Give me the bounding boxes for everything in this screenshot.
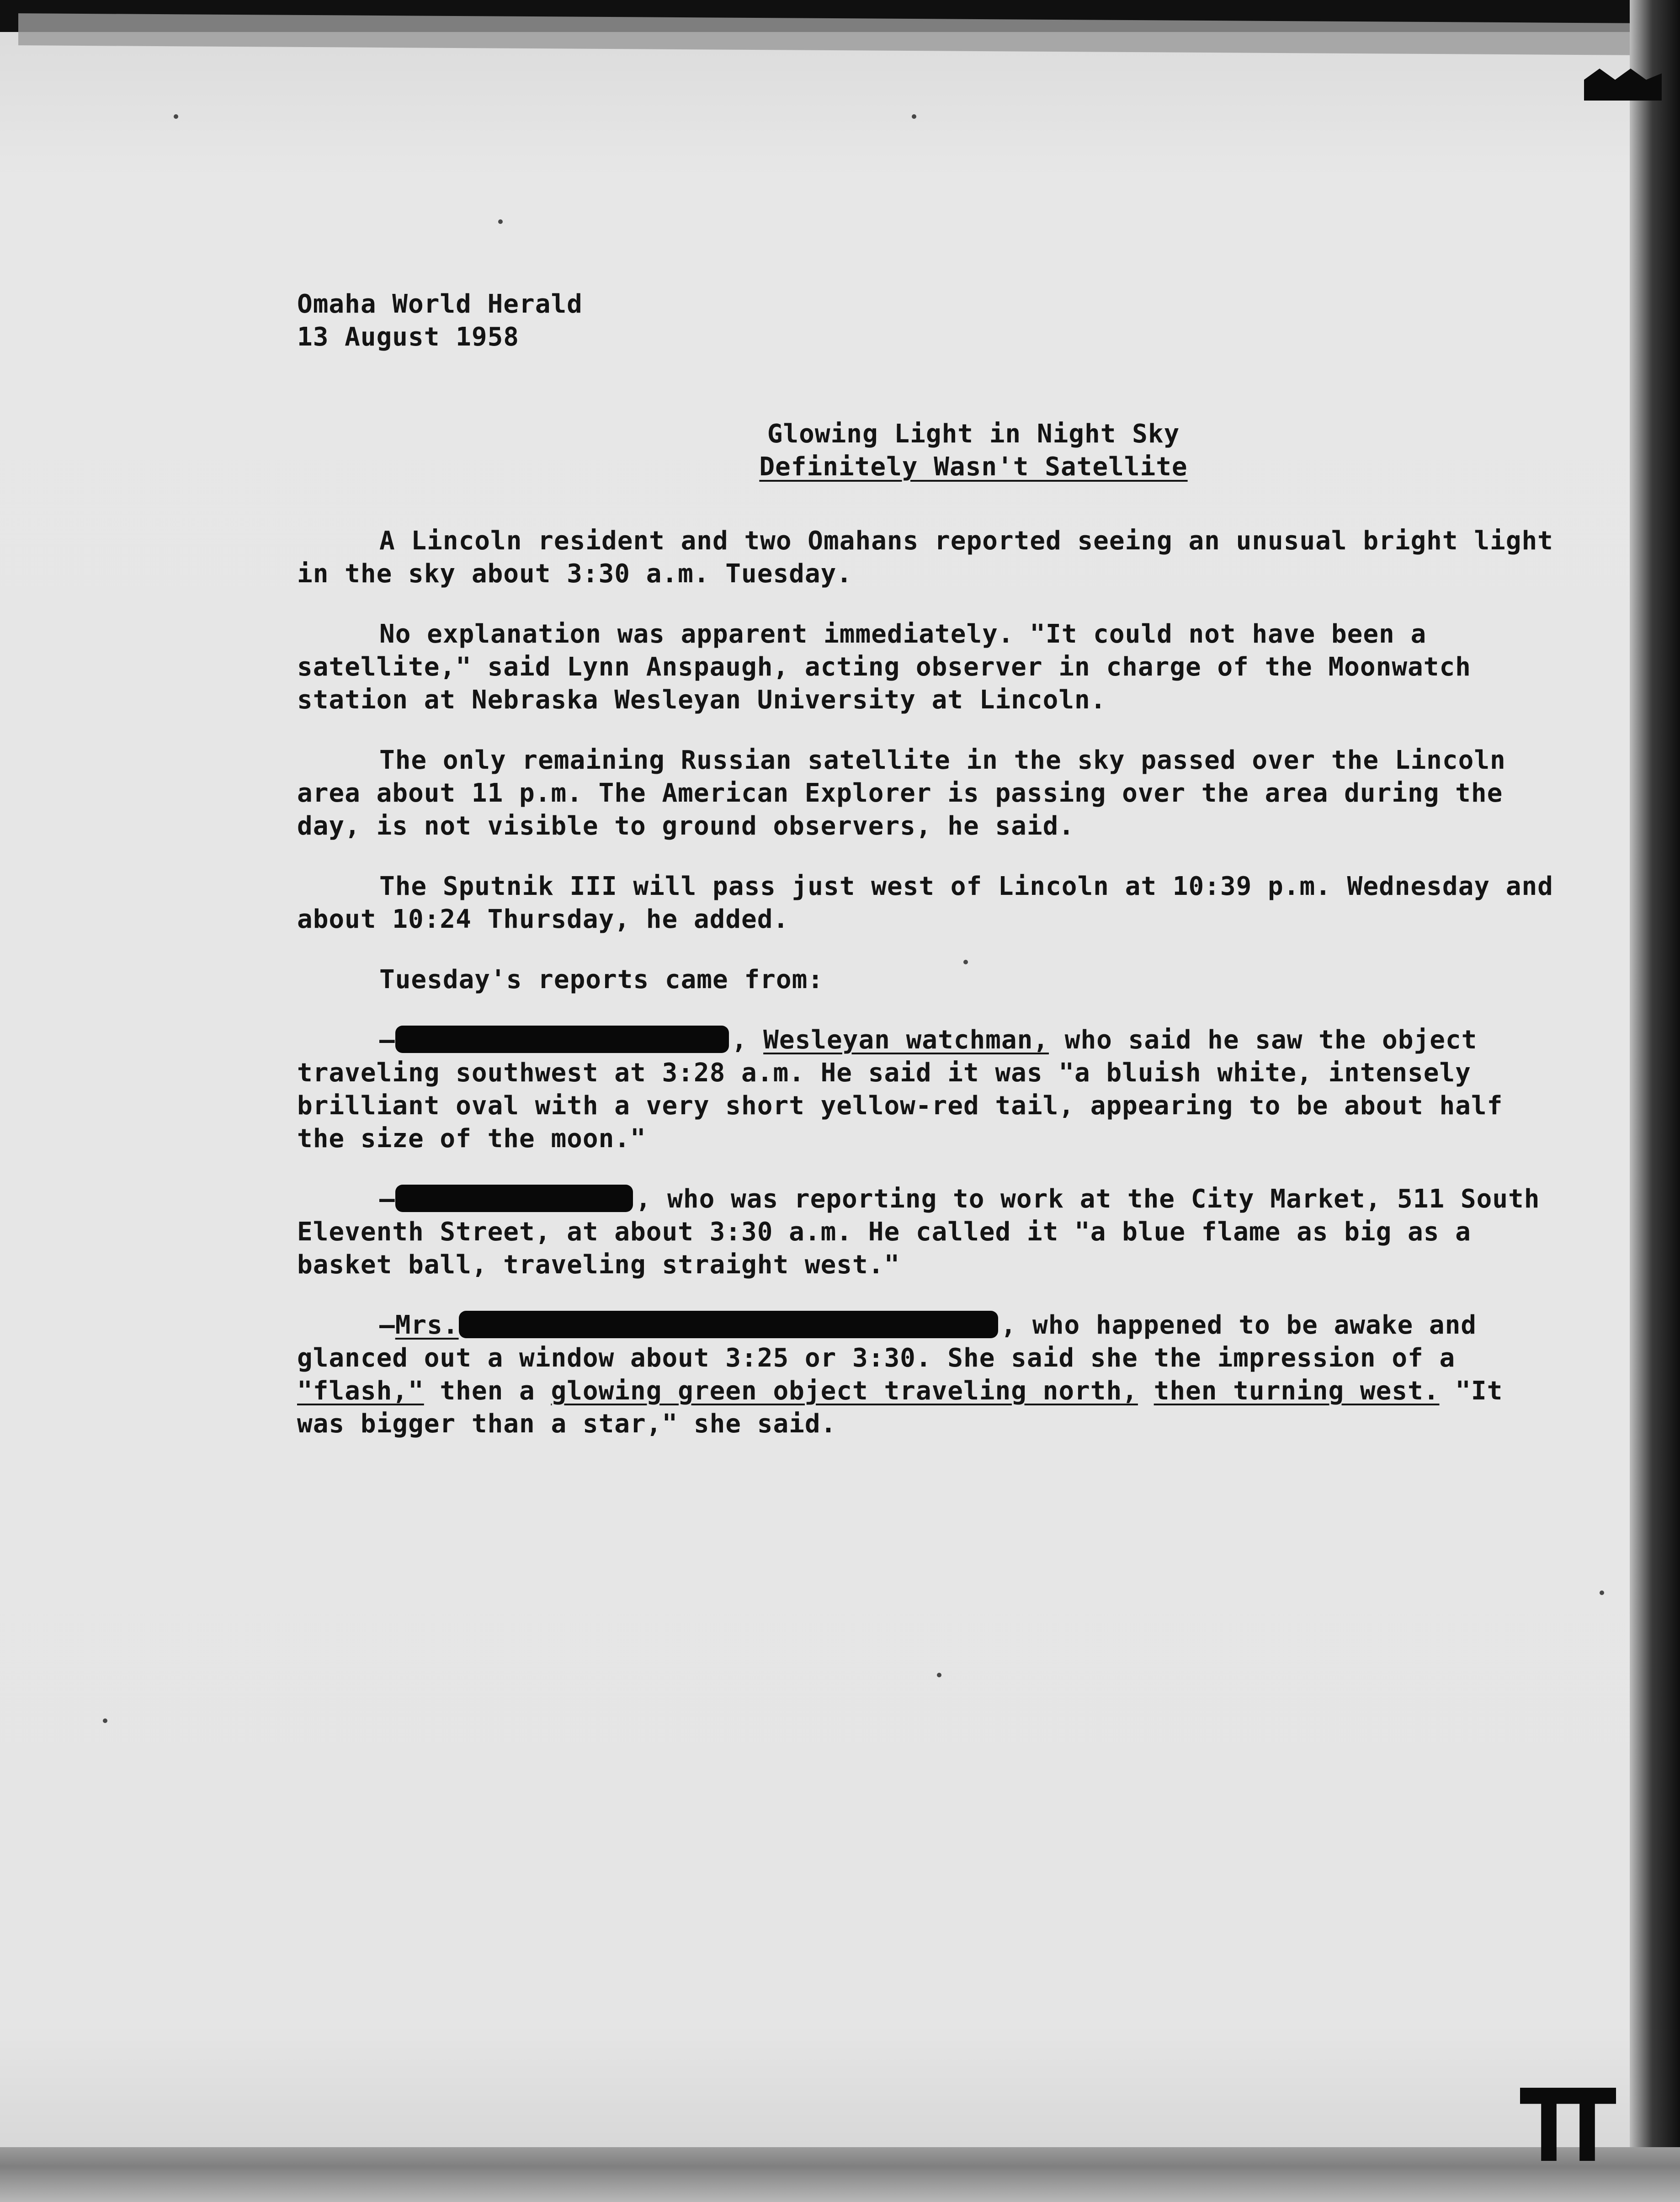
scan-speck [937,1673,941,1677]
headline-line-1: Glowing Light in Night Sky [767,419,1180,449]
paragraph-intro: A Lincoln resident and two Omahans reported seeing an unusual bright light in the sky about 3:30 a.m. Tuesday. [297,526,1553,589]
underlined-text: "flash," [297,1376,424,1406]
report-dash: — [379,1184,395,1214]
report-mrs [297,1309,1563,1441]
report-text: "It was bigger than a star," she said. [297,1376,1503,1439]
scan-speck [103,1718,107,1723]
headline-line-2: Definitely Wasn't Satellite [759,452,1188,482]
scan-speck [1600,1590,1604,1595]
underlined-text: glowing green object traveling north, [551,1376,1138,1406]
paragraph-russian-satellite: The only remaining Russian satellite in the sky passed over the Lincoln area about 11 p.m. The American Explorer is passing over the area during the day, is not visible to ground observers, he said. [297,745,1506,841]
report-text: , who was reporting to work at the City Market, 511 South Eleventh Street, at about 3:30 a.m. He called it "a blue flame as big as a basket ball, traveling straight west." [297,1184,1540,1280]
scan-speck [912,114,916,119]
scan-bottom-border [0,2147,1680,2202]
report-dash: — [379,1025,395,1055]
scan-speck [498,219,503,224]
paragraph-explanation: No explanation was apparent immediately. "It could not have been a satellite," said Lynn Anspaugh, acting observer in charge of the Moonwatch station at Nebraska Wesleyan University at Lincoln. [297,619,1471,715]
report-prefix: Mrs. [395,1310,459,1340]
underlined-text: Wesleyan watchman, [763,1025,1049,1055]
report-text: , [731,1025,764,1055]
report-text: who said he saw the object traveling southwest at 3:28 a.m. He said it was "a bluish white, intensely brilliant oval with a very short yellow-red tail, appearing to be about half the size of the moon." [297,1025,1503,1154]
paragraph-reports-intro: Tuesday's reports came from: [379,965,824,995]
scan-right-border [1630,0,1680,2202]
redaction-bar [395,1026,729,1053]
paragraph-sputnik: The Sputnik III will pass just west of Lincoln at 10:39 p.m. Wednesday and about 10:24 Thursday, he added. [297,872,1553,934]
report-city-market [297,1183,1563,1282]
article-headline [297,418,1563,484]
redaction-bar [459,1311,998,1338]
report-text [1138,1376,1154,1406]
newspaper-name: Omaha World Herald [297,289,583,319]
underlined-text: then turning west. [1154,1376,1440,1406]
report-watchman [297,1024,1563,1155]
article-document [297,288,1563,1441]
redaction-bar [395,1185,633,1212]
report-text: then a [424,1376,551,1406]
report-dash: — [379,1310,395,1340]
article-date: 13 August 1958 [297,322,520,352]
report-text: , who happened to be awake and glanced out a window about 3:25 or 3:30. She said she the impression of a [297,1310,1477,1373]
scan-speck [174,114,178,119]
